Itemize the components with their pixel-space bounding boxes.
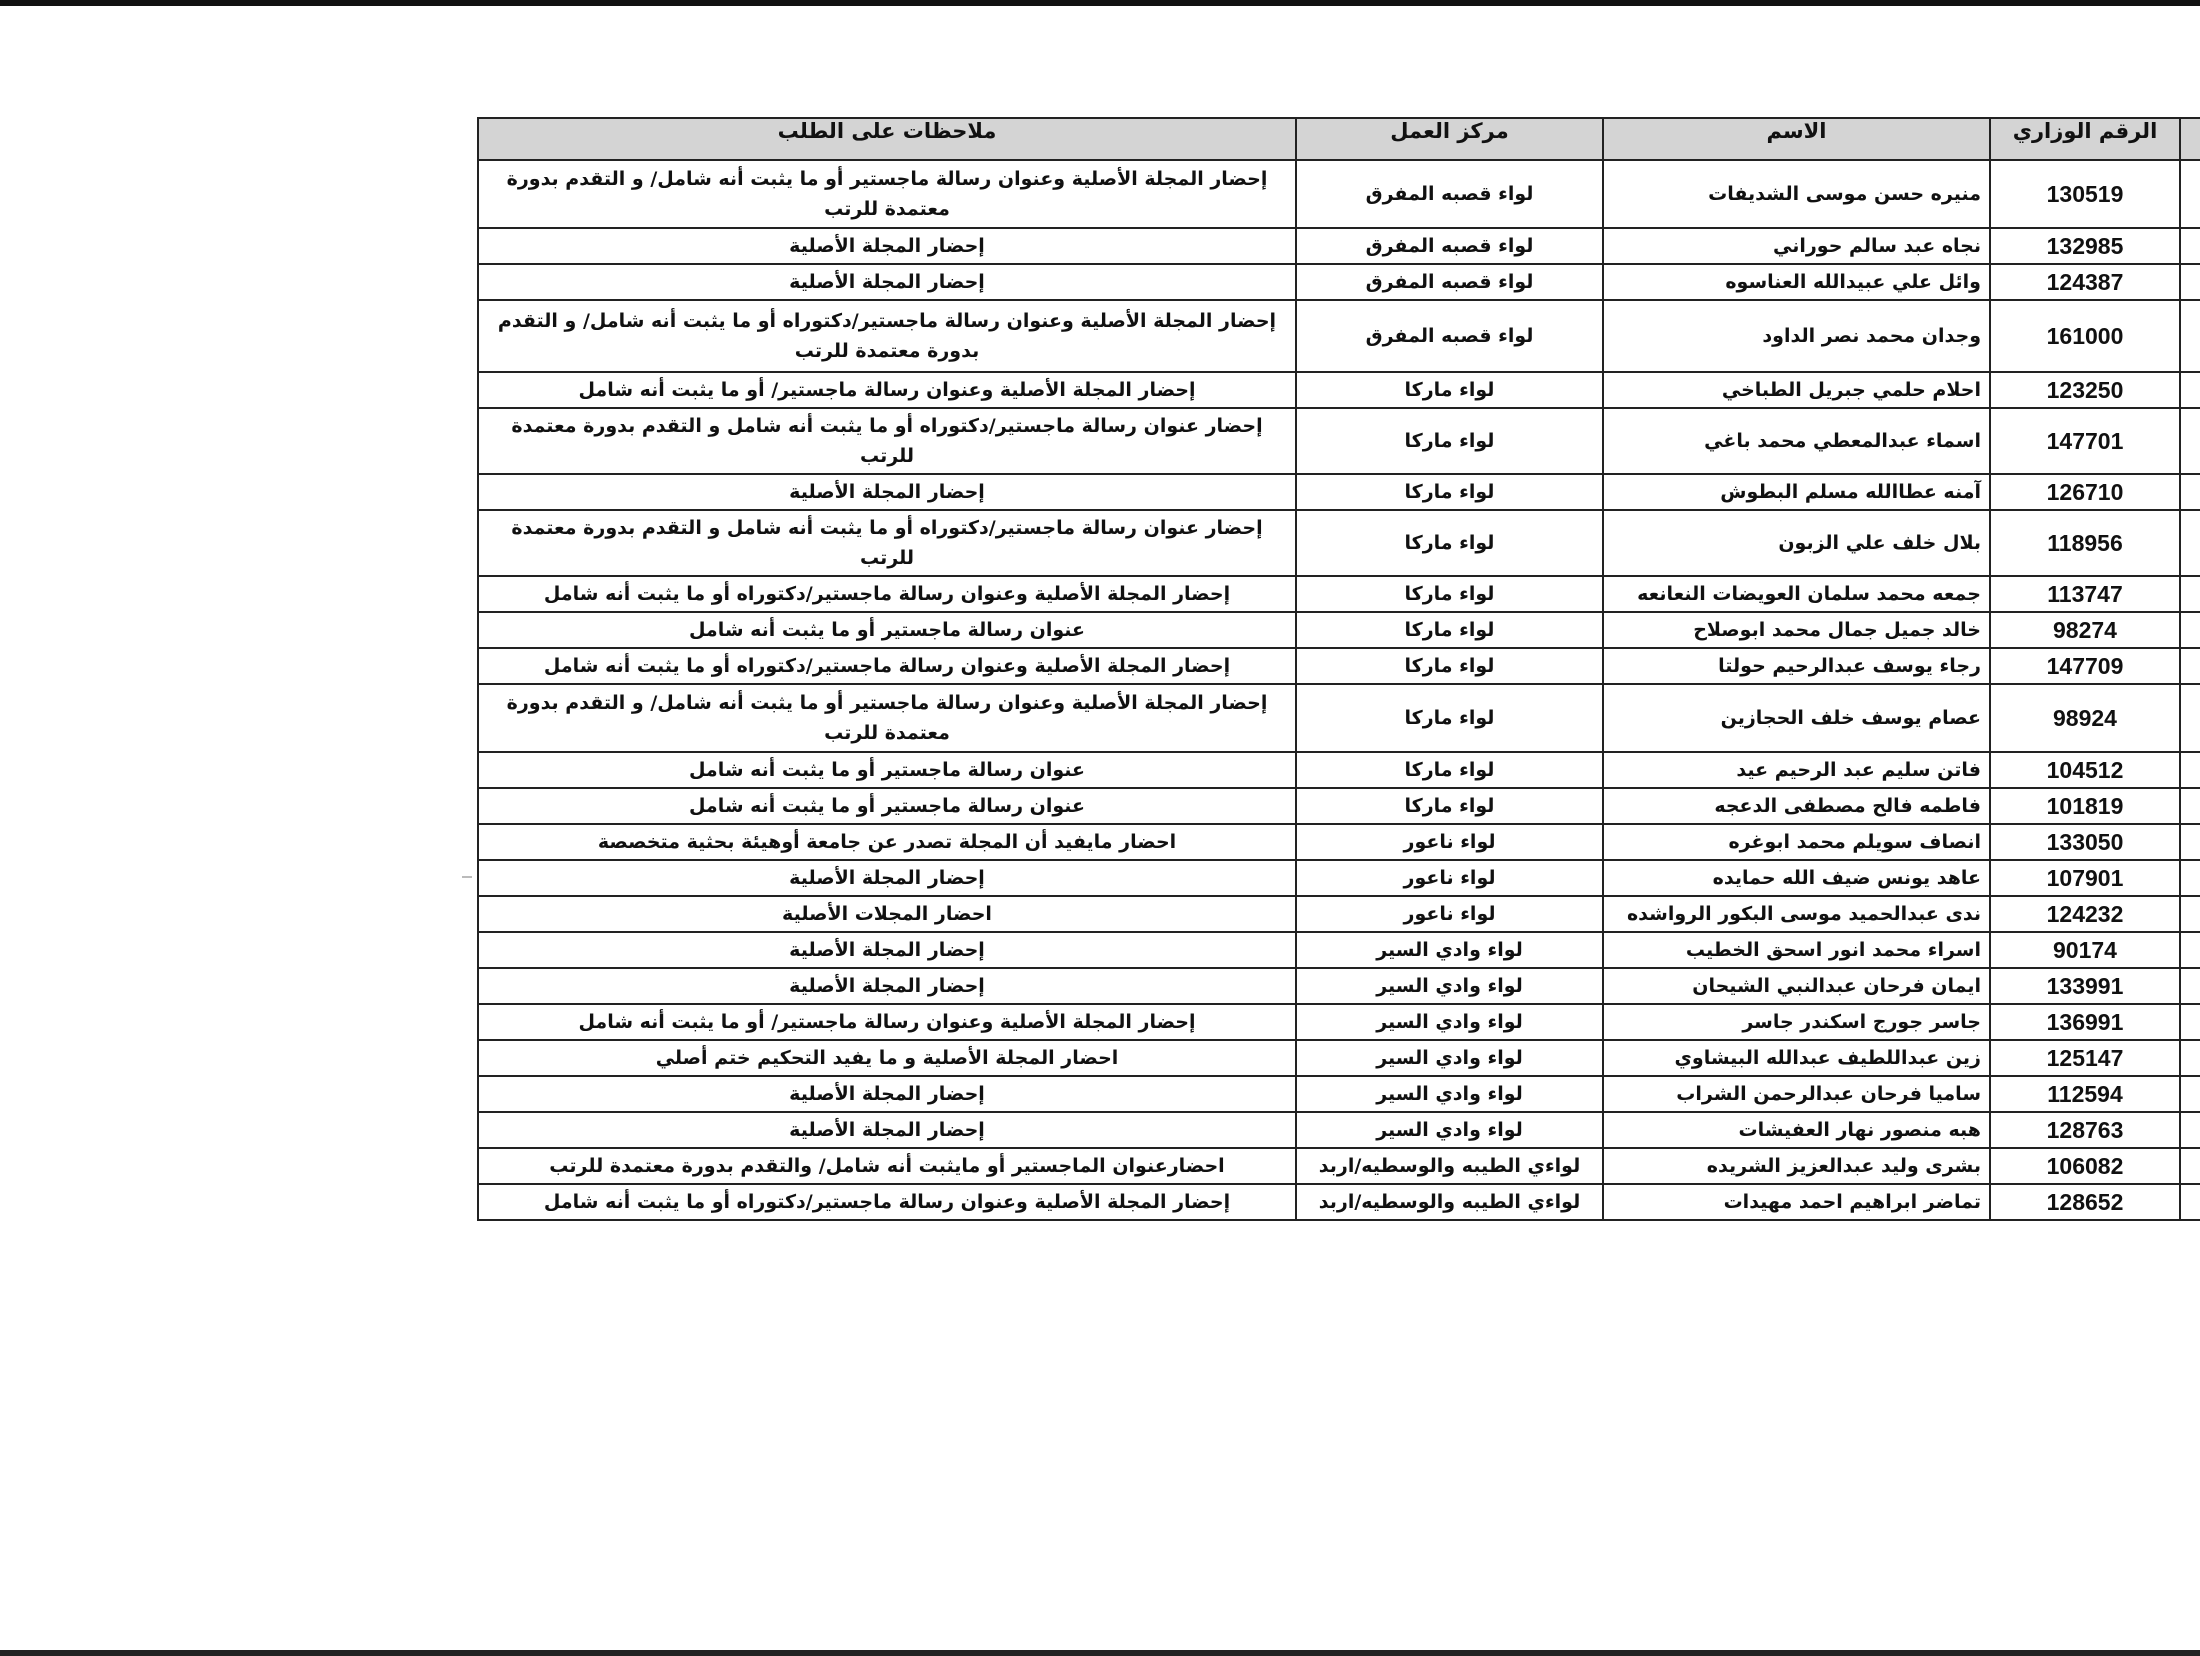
cell-name: خالد جميل جمال محمد ابوصلاح [1603, 612, 1990, 648]
cell-center: لواء ماركا [1296, 612, 1603, 648]
cell-id: 147709 [1990, 648, 2180, 684]
cell-name: ندى عبدالحميد موسى البكور الرواشده [1603, 896, 1990, 932]
table-row [478, 1148, 2200, 1184]
cell-note: احضار مايفيد أن المجلة تصدر عن جامعة أوهيئة بحثية متخصصة [478, 824, 1296, 860]
cell-id: 90174 [1990, 932, 2180, 968]
row-stub [2180, 648, 2200, 684]
table-row [478, 1076, 2200, 1112]
cell-name: نجاه عبد سالم حوراني [1603, 228, 1990, 264]
cell-center: لواء ماركا [1296, 474, 1603, 510]
cell-name: رجاء يوسف عبدالرحيم حولتا [1603, 648, 1990, 684]
cell-id: 133050 [1990, 824, 2180, 860]
table-row [478, 896, 2200, 932]
cell-name: آمنه عطاالله مسلم البطوش [1603, 474, 1990, 510]
scan-mark [462, 876, 472, 878]
cell-center: لواء ماركا [1296, 648, 1603, 684]
cell-note: إحضار المجلة الأصلية وعنوان رسالة ماجستير/دكتوراه أو ما يثبت أنه شامل [478, 576, 1296, 612]
row-stub [2180, 160, 2200, 228]
cell-name: فاتن سليم عبد الرحيم عيد [1603, 752, 1990, 788]
cell-id: 118956 [1990, 510, 2180, 576]
cell-note: إحضار المجلة الأصلية وعنوان رسالة ماجستير أو ما يثبت أنه شامل/ و التقدم بدورة معتمدة للرتب [478, 684, 1296, 752]
table-row [478, 824, 2200, 860]
table-row [478, 300, 2200, 372]
cell-note: إحضار المجلة الأصلية [478, 932, 1296, 968]
row-stub [2180, 228, 2200, 264]
cell-note: إحضار المجلة الأصلية وعنوان رسالة ماجستير/دكتوراه أو ما يثبت أنه شامل/ و التقدم بدورة معتمدة للرتب [478, 300, 1296, 372]
row-stub [2180, 752, 2200, 788]
header-notes: ملاحظات على الطلب [478, 118, 1296, 160]
cell-name: بلال خلف علي الزبون [1603, 510, 1990, 576]
cell-id: 123250 [1990, 372, 2180, 408]
cell-name: منيره حسن موسى الشديفات [1603, 160, 1990, 228]
row-stub [2180, 860, 2200, 896]
cell-center: لواء وادي السير [1296, 1112, 1603, 1148]
row-stub [2180, 1076, 2200, 1112]
row-stub [2180, 932, 2200, 968]
row-stub [2180, 576, 2200, 612]
cell-id: 161000 [1990, 300, 2180, 372]
header-name: الاسم [1603, 118, 1990, 160]
cell-center: لواءي الطيبه والوسطيه/اربد [1296, 1148, 1603, 1184]
row-stub [2180, 1004, 2200, 1040]
table-row [478, 264, 2200, 300]
cell-id: 113747 [1990, 576, 2180, 612]
cell-name: وجدان محمد نصر الداود [1603, 300, 1990, 372]
cell-center: لواء ناعور [1296, 824, 1603, 860]
cell-name: جاسر جورج اسكندر جاسر [1603, 1004, 1990, 1040]
cell-id: 101819 [1990, 788, 2180, 824]
cell-id: 132985 [1990, 228, 2180, 264]
cell-name: وائل علي عبيدالله العناسوه [1603, 264, 1990, 300]
table-row [478, 968, 2200, 1004]
cell-note: إحضار المجلة الأصلية وعنوان رسالة ماجستير/دكتوراه أو ما يثبت أنه شامل [478, 648, 1296, 684]
cell-note: إحضار المجلة الأصلية [478, 474, 1296, 510]
row-stub [2180, 300, 2200, 372]
cell-id: 107901 [1990, 860, 2180, 896]
cell-id: 98274 [1990, 612, 2180, 648]
table-row [478, 160, 2200, 228]
cell-name: بشرى وليد عبدالعزيز الشريده [1603, 1148, 1990, 1184]
cell-note: إحضار عنوان رسالة ماجستير/دكتوراه أو ما يثبت أنه شامل و التقدم بدورة معتمدة للرتب [478, 510, 1296, 576]
cell-center: لواء ماركا [1296, 684, 1603, 752]
cell-note: عنوان رسالة ماجستير أو ما يثبت أنه شامل [478, 752, 1296, 788]
cell-id: 124232 [1990, 896, 2180, 932]
cell-note: إحضار المجلة الأصلية [478, 264, 1296, 300]
table-row [478, 372, 2200, 408]
table-row [478, 612, 2200, 648]
cell-id: 124387 [1990, 264, 2180, 300]
cell-id: 106082 [1990, 1148, 2180, 1184]
cell-name: اسراء محمد انور اسحق الخطيب [1603, 932, 1990, 968]
cell-center: لواء ماركا [1296, 752, 1603, 788]
cell-id: 136991 [1990, 1004, 2180, 1040]
cell-center: لواء ماركا [1296, 408, 1603, 474]
table-row [478, 1004, 2200, 1040]
cell-center: لواء وادي السير [1296, 1076, 1603, 1112]
cell-center: لواء وادي السير [1296, 932, 1603, 968]
cell-name: تماضر ابراهيم احمد مهيدات [1603, 1184, 1990, 1220]
row-stub [2180, 612, 2200, 648]
cell-note: إحضار المجلة الأصلية [478, 860, 1296, 896]
cell-id: 125147 [1990, 1040, 2180, 1076]
cell-id: 130519 [1990, 160, 2180, 228]
cell-center: لواء ناعور [1296, 896, 1603, 932]
cell-note: احضار المجلات الأصلية [478, 896, 1296, 932]
cell-name: هبه منصور نهار العفيشات [1603, 1112, 1990, 1148]
cell-name: انصاف سويلم محمد ابوغره [1603, 824, 1990, 860]
cell-center: لواء ناعور [1296, 860, 1603, 896]
header-id: الرقم الوزاري [1990, 118, 2180, 160]
cell-center: لواءي الطيبه والوسطيه/اربد [1296, 1184, 1603, 1220]
cell-note: إحضار المجلة الأصلية [478, 1076, 1296, 1112]
cell-center: لواء ماركا [1296, 510, 1603, 576]
row-stub [2180, 1148, 2200, 1184]
table-row [478, 228, 2200, 264]
cell-note: إحضار المجلة الأصلية وعنوان رسالة ماجستير/دكتوراه أو ما يثبت أنه شامل [478, 1184, 1296, 1220]
cell-center: لواء قصبه المفرق [1296, 228, 1603, 264]
cell-center: لواء قصبه المفرق [1296, 264, 1603, 300]
cell-note: إحضار المجلة الأصلية وعنوان رسالة ماجستير/ أو ما يثبت أنه شامل [478, 372, 1296, 408]
cell-name: ايمان فرحان عبدالنبي الشيحان [1603, 968, 1990, 1004]
cell-name: عصام يوسف خلف الحجازين [1603, 684, 1990, 752]
cell-center: لواء وادي السير [1296, 968, 1603, 1004]
scan-edge-top [0, 0, 2200, 6]
row-stub [2180, 824, 2200, 860]
cell-center: لواء ماركا [1296, 788, 1603, 824]
cell-center: لواء ماركا [1296, 372, 1603, 408]
cell-name: اسماء عبدالمعطي محمد باغي [1603, 408, 1990, 474]
cell-id: 128763 [1990, 1112, 2180, 1148]
cell-name: احلام حلمي جبريل الطباخي [1603, 372, 1990, 408]
cell-id: 112594 [1990, 1076, 2180, 1112]
cell-note: إحضار المجلة الأصلية [478, 228, 1296, 264]
row-stub [2180, 474, 2200, 510]
cell-name: زين عبداللطيف عبدالله البيشاوي [1603, 1040, 1990, 1076]
table-row [478, 788, 2200, 824]
cell-note: إحضار عنوان رسالة ماجستير/دكتوراه أو ما يثبت أنه شامل و التقدم بدورة معتمدة للرتب [478, 408, 1296, 474]
cell-note: احضار المجلة الأصلية و ما يفيد التحكيم ختم أصلي [478, 1040, 1296, 1076]
row-stub [2180, 372, 2200, 408]
row-stub [2180, 1184, 2200, 1220]
cell-note: إحضار المجلة الأصلية [478, 968, 1296, 1004]
table-row [478, 684, 2200, 752]
cell-id: 98924 [1990, 684, 2180, 752]
cell-note: عنوان رسالة ماجستير أو ما يثبت أنه شامل [478, 788, 1296, 824]
row-stub [2180, 788, 2200, 824]
table-row [478, 932, 2200, 968]
cell-id: 126710 [1990, 474, 2180, 510]
table-row [478, 860, 2200, 896]
row-stub [2180, 1040, 2200, 1076]
cell-center: لواء قصبه المفرق [1296, 160, 1603, 228]
table-row [478, 510, 2200, 576]
table-row [478, 1112, 2200, 1148]
row-stub [2180, 896, 2200, 932]
applicants-table [477, 117, 2200, 1221]
cell-note: إحضار المجلة الأصلية [478, 1112, 1296, 1148]
header-stub [2180, 118, 2200, 160]
row-stub [2180, 684, 2200, 752]
row-stub [2180, 264, 2200, 300]
table-row [478, 1184, 2200, 1220]
row-stub [2180, 510, 2200, 576]
table-body [478, 160, 2200, 1220]
cell-note: عنوان رسالة ماجستير أو ما يثبت أنه شامل [478, 612, 1296, 648]
scan-edge-bottom [0, 1650, 2200, 1656]
cell-name: فاطمه فالح مصطفى الدعجه [1603, 788, 1990, 824]
row-stub [2180, 408, 2200, 474]
row-stub [2180, 968, 2200, 1004]
table-row [478, 1040, 2200, 1076]
cell-id: 104512 [1990, 752, 2180, 788]
table-row [478, 474, 2200, 510]
table-header-row [478, 118, 2200, 160]
table-row [478, 576, 2200, 612]
table-row [478, 408, 2200, 474]
cell-name: ساميا فرحان عبدالرحمن الشراب [1603, 1076, 1990, 1112]
cell-note: إحضار المجلة الأصلية وعنوان رسالة ماجستير/ أو ما يثبت أنه شامل [478, 1004, 1296, 1040]
cell-center: لواء قصبه المفرق [1296, 300, 1603, 372]
cell-note: احضارعنوان الماجستير أو مايثبت أنه شامل/ والتقدم بدورة معتمدة للرتب [478, 1148, 1296, 1184]
cell-note: إحضار المجلة الأصلية وعنوان رسالة ماجستير أو ما يثبت أنه شامل/ و التقدم بدورة معتمدة للرتب [478, 160, 1296, 228]
table-row [478, 648, 2200, 684]
header-center: مركز العمل [1296, 118, 1603, 160]
table-row [478, 752, 2200, 788]
cell-name: عاهد يونس ضيف الله حمايده [1603, 860, 1990, 896]
cell-center: لواء ماركا [1296, 576, 1603, 612]
cell-id: 128652 [1990, 1184, 2180, 1220]
cell-center: لواء وادي السير [1296, 1004, 1603, 1040]
row-stub [2180, 1112, 2200, 1148]
cell-name: جمعه محمد سلمان العويضات النعانعه [1603, 576, 1990, 612]
cell-id: 133991 [1990, 968, 2180, 1004]
cell-id: 147701 [1990, 408, 2180, 474]
cell-center: لواء وادي السير [1296, 1040, 1603, 1076]
